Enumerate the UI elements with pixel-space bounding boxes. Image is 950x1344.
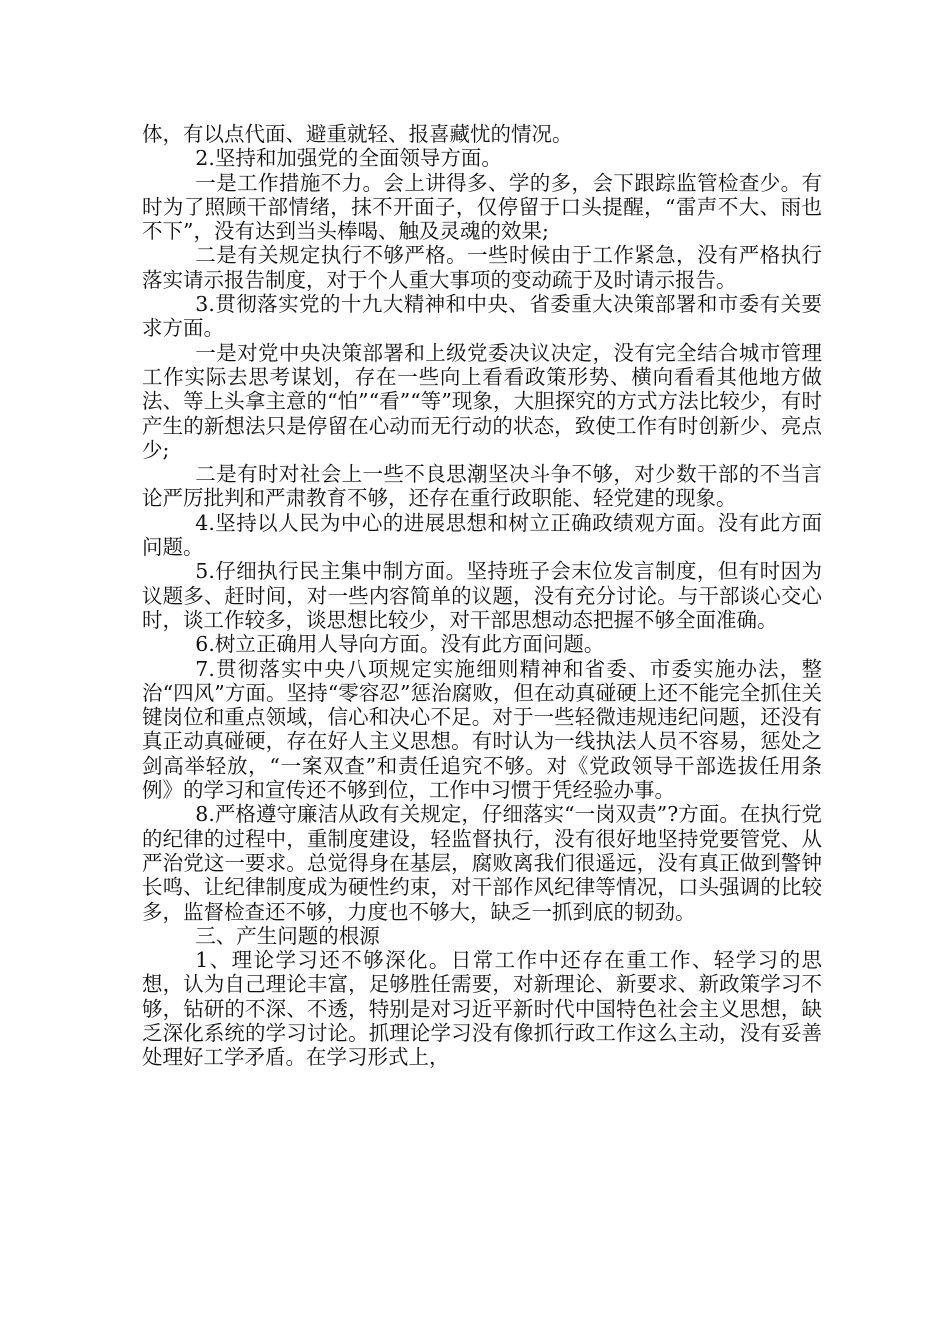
paragraph: 二是有时对社会上一些不良思潮坚决斗争不够，对少数干部的不当言论严厉批判和严肃教育不够，还存在重行政职能、轻党建的现象。 (142, 462, 822, 511)
document-body (142, 122, 822, 1070)
section-heading-3: 3.贯彻落实党的十九大精神和中央、省委重大决策部署和市委有关要求方面。 (142, 292, 822, 341)
paragraph: 1、理论学习还不够深化。日常工作中还存在重工作、轻学习的思想，认为自己理论丰富，足够胜任需要，对新理论、新要求、新政策学习不够，钻研的不深、不透，特别是对习近平新时代中国特色社会主义思想，缺乏深化系统的学习讨论。抓理论学习没有像抓行政工作这么主动，没有妥善处理好工学矛盾。在学习形式上， (142, 948, 822, 1070)
section-heading-8: 8.严格遵守廉洁从政有关规定，仔细落实“一岗双责”?方面。在执行党的纪律的过程中，重制度建设，轻监督执行，没有很好地坚持党要管党、从严治党这一要求。总觉得身在基层，腐败离我们很遥远，没有真正做到警钟长鸣、让纪律制度成为硬性约束，对干部作风纪律等情况，口头强调的比较多，监督检查还不够，力度也不够大，缺乏一抓到底的韧劲。 (142, 802, 822, 924)
section-heading-5: 5.仔细执行民主集中制方面。坚持班子会末位发言制度，但有时因为议题多、赶时间，对一些内容简单的议题，没有充分讨论。与干部谈心交心时，谈工作较多，谈思想比较少，对干部思想动态把握不够全面准确。 (142, 559, 822, 632)
section-heading-6: 6.树立正确用人导向方面。没有此方面问题。 (195, 632, 605, 657)
paragraph: 一是工作措施不力。会上讲得多、学的多，会下跟踪监管检查少。有时为了照顾干部情绪，抹不开面子，仅停留于口头提醒，“雷声不大、雨也不下”，没有达到当头棒喝、触及灵魂的效果; (142, 170, 822, 244)
paragraph-continuation: 体，有以点代面、避重就轻、报喜藏忧的情况。 (142, 122, 573, 146)
paragraph: 二是有关规定执行不够严格。一些时候由于工作紧急，没有严格执行落实请示报告制度，对于个人重大事项的变动疏于及时请示报告。 (142, 243, 822, 292)
paragraph: 一是对党中央决策部署和上级党委决议决定，没有完全结合城市管理工作实际去思考谋划，存在一些向上看看政策形势、横向看看其他地方做法、等上头拿主意的“怕”“看”“等”现象，大胆探究的方式方法比较少，有时产生的新想法只是停留在心动而无行动的状态，致使工作有时创新少、亮点少; (142, 340, 822, 462)
section-heading-4: 4.坚持以人民为中心的进展思想和树立正确政绩观方面。没有此方面问题。 (142, 510, 822, 560)
section-heading-2: 2.坚持和加强党的全面领导方面。 (195, 146, 502, 171)
chapter-heading: 三、产生问题的根源 (195, 923, 380, 948)
section-heading-7: 7.贯彻落实中央八项规定实施细则精神和省委、市委实施办法，整治“四风”方面。坚持“零容忍”惩治腐败，但在动真碰硬上还不能完全抓住关键岗位和重点领域，信心和决心不足。对于一些轻微违规违纪问题，还没有真正动真碰硬，存在好人主义思想。有时认为一线执法人员不容易，惩处之剑高举轻放，“一案双查”和责任追究不够。对《党政领导干部选拔任用条例》的学习和宣传还不够到位，工作中习惯于凭经验办事。 (142, 656, 822, 803)
